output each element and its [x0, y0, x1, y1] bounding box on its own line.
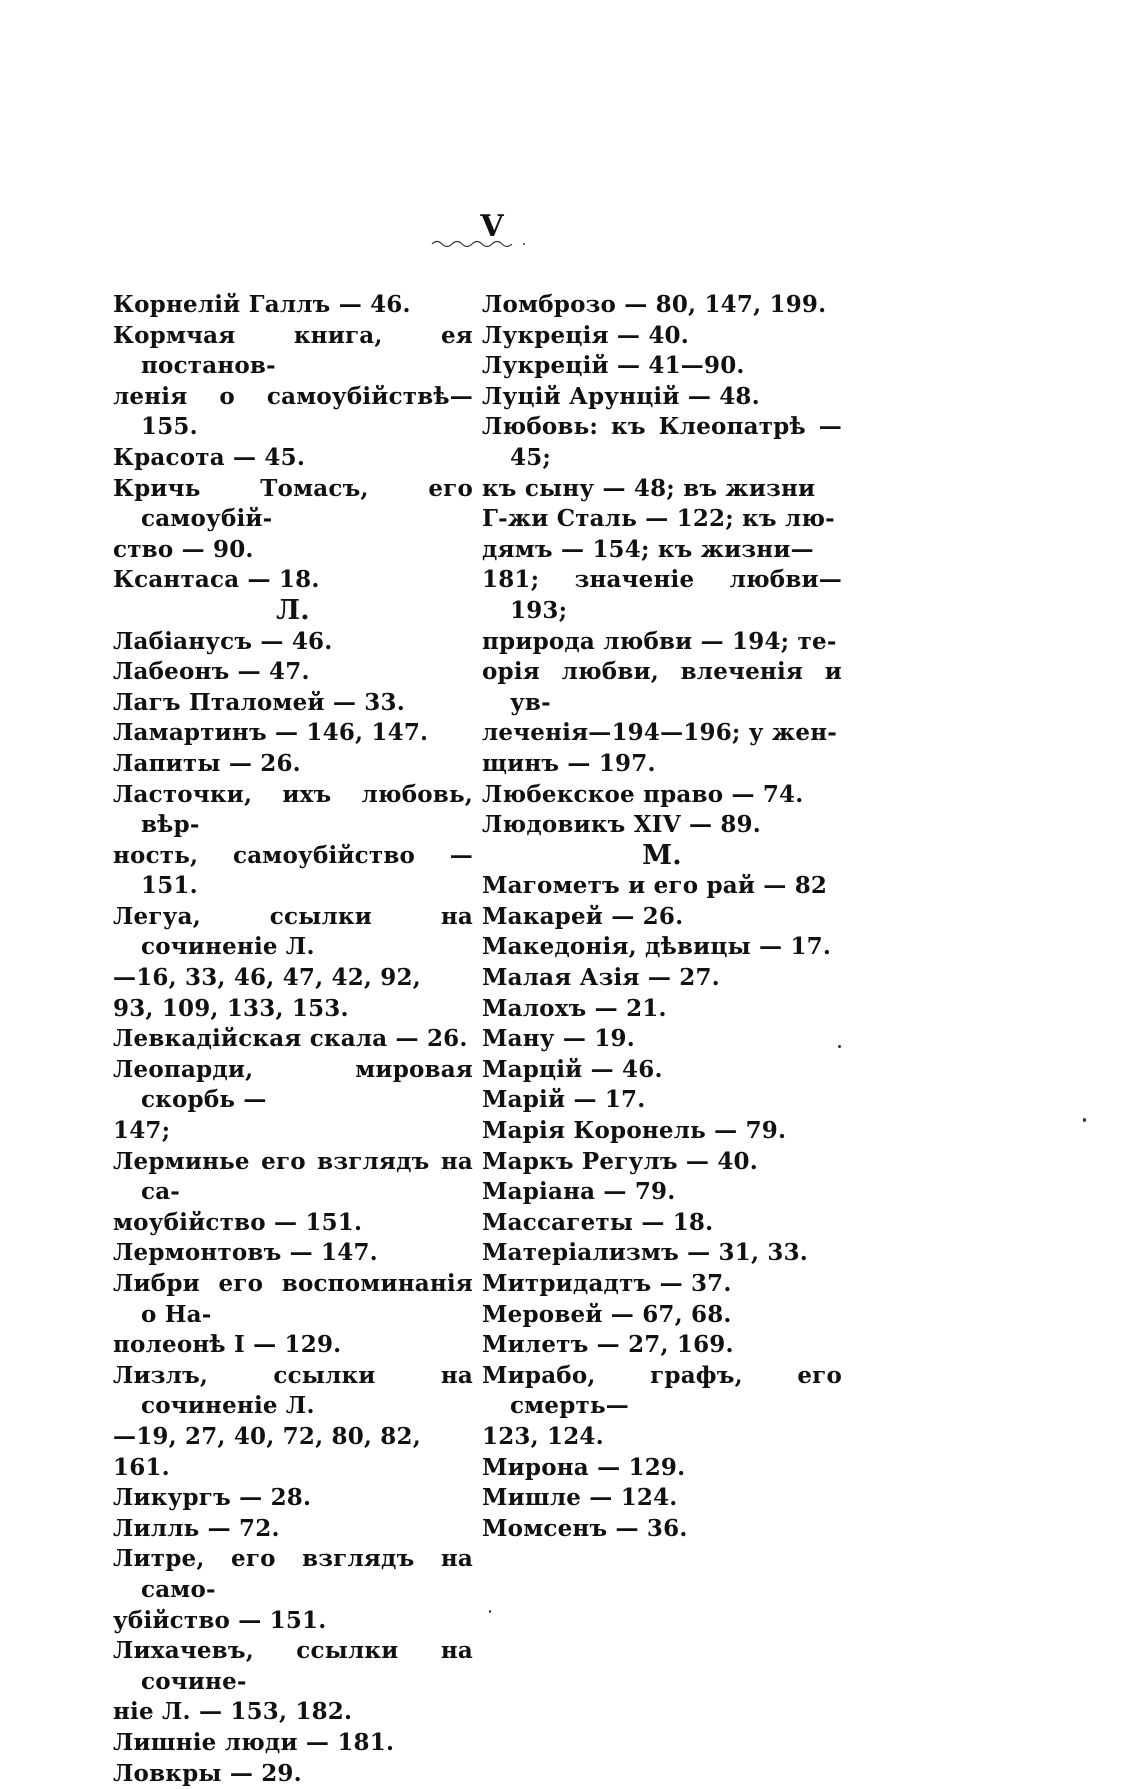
entry-line: Ловкры — 29. [141, 1759, 473, 1789]
entry-line: 147; [141, 1116, 473, 1147]
entry-line: Лукреція — 40. [510, 321, 842, 352]
entry-line: Лизлъ, ссылки на сочиненіе Л. [141, 1361, 473, 1422]
entry-line: 123, 124. [510, 1422, 842, 1453]
index-entry [482, 1514, 842, 1545]
entry-line: Матеріализмъ — 31, 33. [510, 1238, 842, 1269]
entry-line: Легуа, ссылки на сочиненіе Л. [141, 902, 473, 963]
entry-line: Ману — 19. [510, 1024, 842, 1055]
entry-line: Любекское право — 74. [510, 780, 842, 811]
index-entry [113, 1636, 473, 1728]
entry-line: Лапиты — 26. [141, 749, 473, 780]
entry-line: природа любви — 194; те- [510, 627, 842, 658]
scan-speck [1083, 1118, 1086, 1122]
entry-line: Малохъ — 21. [510, 994, 842, 1025]
entry-line: ство — 90. [141, 535, 473, 566]
entry-line: къ сыну — 48; въ жизни [510, 474, 842, 505]
index-entry [113, 780, 473, 902]
index-section-l-continued [482, 290, 842, 841]
index-entry [113, 1728, 473, 1759]
entry-line: —19, 27, 40, 72, 80, 82, [141, 1422, 473, 1453]
index-entry [113, 1238, 473, 1269]
index-entry [113, 1483, 473, 1514]
entry-line: Левкадійская скала — 26. [141, 1024, 473, 1055]
index-entry [113, 443, 473, 474]
entry-line: Луцій Аpунцій — 48. [510, 382, 842, 413]
entry-line: Ломброзо — 80, 147, 199. [510, 290, 842, 321]
entry-line: Лермонтовъ — 147. [141, 1238, 473, 1269]
entry-line: Лагъ Пталомей — 33. [141, 688, 473, 719]
entry-line: ность, самоубійство — 151. [141, 841, 473, 902]
entry-line: Лерминье его взглядъ на са- [141, 1147, 473, 1208]
letter-heading-l: Л. [113, 596, 473, 627]
entry-line: Маріана — 79. [510, 1177, 842, 1208]
index-entry [482, 1483, 842, 1514]
index-entry [482, 1300, 842, 1331]
index-entry [113, 1024, 473, 1055]
entry-line: ніе Л. — 153, 182. [141, 1697, 473, 1728]
index-entry [482, 1116, 842, 1147]
entry-line: Г-жи Сталь — 122; къ лю- [510, 504, 842, 535]
index-entry [482, 1361, 842, 1453]
index-entry [113, 688, 473, 719]
entry-line: щинъ — 197. [510, 749, 842, 780]
index-entry [482, 1238, 842, 1269]
entry-line: Меровей — 67, 68. [510, 1300, 842, 1331]
index-entry [482, 810, 842, 841]
entry-line: Мирона — 129. [510, 1453, 842, 1484]
index-entry [482, 412, 842, 779]
entry-line: Мирабо, графъ, его смерть— [510, 1361, 842, 1422]
index-entry [113, 1361, 473, 1483]
index-column-left [113, 290, 473, 1789]
index-column-right [482, 290, 842, 1544]
entry-line: Лукрецій — 41—90. [510, 351, 842, 382]
entry-line: Либри его воспоминанія о На- [141, 1269, 473, 1330]
entry-line: Мишле — 124. [510, 1483, 842, 1514]
index-entry [113, 1544, 473, 1636]
entry-line: Митридадтъ — 37. [510, 1269, 842, 1300]
entry-line: Массагеты — 18. [510, 1208, 842, 1239]
entry-line: орія любви, влеченія и ув- [510, 657, 842, 718]
entry-line: Любовь: къ Клеопатрѣ — 45; [510, 412, 842, 473]
index-entry [482, 351, 842, 382]
index-entry [482, 780, 842, 811]
entry-line: —16, 33, 46, 47, 42, 92, [141, 963, 473, 994]
letter-heading-m: М. [482, 841, 842, 872]
entry-line: Красота — 45. [141, 443, 473, 474]
entry-line: Марцій — 46. [510, 1055, 842, 1086]
index-entry [482, 1177, 842, 1208]
index-entry [113, 1055, 473, 1147]
index-section-m [482, 871, 842, 1544]
entry-line: Макарей — 26. [510, 902, 842, 933]
entry-line: Кричь Томасъ, его самоубій- [141, 474, 473, 535]
index-section-k [113, 290, 473, 596]
entry-line: Марій — 17. [510, 1085, 842, 1116]
entry-line: Ласточки, ихъ любовь, вѣр- [141, 780, 473, 841]
header-ornament [430, 238, 530, 250]
index-entry [482, 1024, 842, 1055]
index-entry [482, 994, 842, 1025]
index-entry [113, 718, 473, 749]
entry-line: моубійство — 151. [141, 1208, 473, 1239]
entry-line: ленія о самоубійствѣ—155. [141, 382, 473, 443]
index-entry [482, 1453, 842, 1484]
entry-line: Лилль — 72. [141, 1514, 473, 1545]
index-entry [482, 1085, 842, 1116]
index-section-l [113, 627, 473, 1789]
entry-line: Лихачевъ, ссылки на сочине- [141, 1636, 473, 1697]
entry-line: Ликургъ — 28. [141, 1483, 473, 1514]
entry-line: Ксантаса — 18. [141, 565, 473, 596]
index-entry [482, 902, 842, 933]
index-entry [482, 1269, 842, 1300]
entry-line: 93, 109, 133, 153. [141, 994, 473, 1025]
entry-line: Корнелій Галлъ — 46. [141, 290, 473, 321]
entry-line: Малая Азія — 27. [510, 963, 842, 994]
entry-line: Марія Коронель — 79. [510, 1116, 842, 1147]
index-entry [482, 1330, 842, 1361]
index-entry [482, 1208, 842, 1239]
index-entry [482, 290, 842, 321]
index-entry [482, 1147, 842, 1178]
entry-line: Кормчая книга, ея постанов- [141, 321, 473, 382]
index-entry [482, 382, 842, 413]
entry-line: Момсенъ — 36. [510, 1514, 842, 1545]
scan-speck [838, 1045, 841, 1048]
index-entry [113, 1759, 473, 1789]
index-entry [113, 1147, 473, 1239]
index-entry [482, 1055, 842, 1086]
entry-line: Маркъ Регулъ — 40. [510, 1147, 842, 1178]
index-entry [113, 321, 473, 443]
index-entry [113, 749, 473, 780]
entry-line: 181; значеніе любви—193; [510, 565, 842, 626]
entry-line: Лабіанусъ — 46. [141, 627, 473, 658]
entry-line: Леопарди, мировая скорбь — [141, 1055, 473, 1116]
index-entry [482, 963, 842, 994]
entry-line: дямъ — 154; къ жизни— [510, 535, 842, 566]
entry-line: Магометъ и его рай — 82 [510, 871, 842, 902]
index-entry [113, 474, 473, 566]
entry-line: Ламартинъ — 146, 147. [141, 718, 473, 749]
entry-line: Македонія, дѣвицы — 17. [510, 932, 842, 963]
entry-line: Литре, его взглядъ на само- [141, 1544, 473, 1605]
index-entry [113, 627, 473, 658]
index-entry [482, 932, 842, 963]
entry-line: полеонѣ I — 129. [141, 1330, 473, 1361]
entry-line: Лабеонъ — 47. [141, 657, 473, 688]
index-entry [482, 321, 842, 352]
entry-line: убійство — 151. [141, 1606, 473, 1637]
scan-speck [489, 1610, 491, 1613]
page-number: Ⅴ [472, 212, 512, 242]
index-entry [113, 902, 473, 1024]
entry-line: Лишніе люди — 181. [141, 1728, 473, 1759]
index-entry [113, 565, 473, 596]
entry-line: Людовикъ XIV — 89. [510, 810, 842, 841]
index-entry [113, 657, 473, 688]
index-entry [113, 1514, 473, 1545]
entry-line: Милетъ — 27, 169. [510, 1330, 842, 1361]
entry-line: 161. [141, 1453, 473, 1484]
index-entry [482, 871, 842, 902]
index-entry [113, 1269, 473, 1361]
entry-line: леченія—194—196; у жен- [510, 718, 842, 749]
index-entry [113, 290, 473, 321]
